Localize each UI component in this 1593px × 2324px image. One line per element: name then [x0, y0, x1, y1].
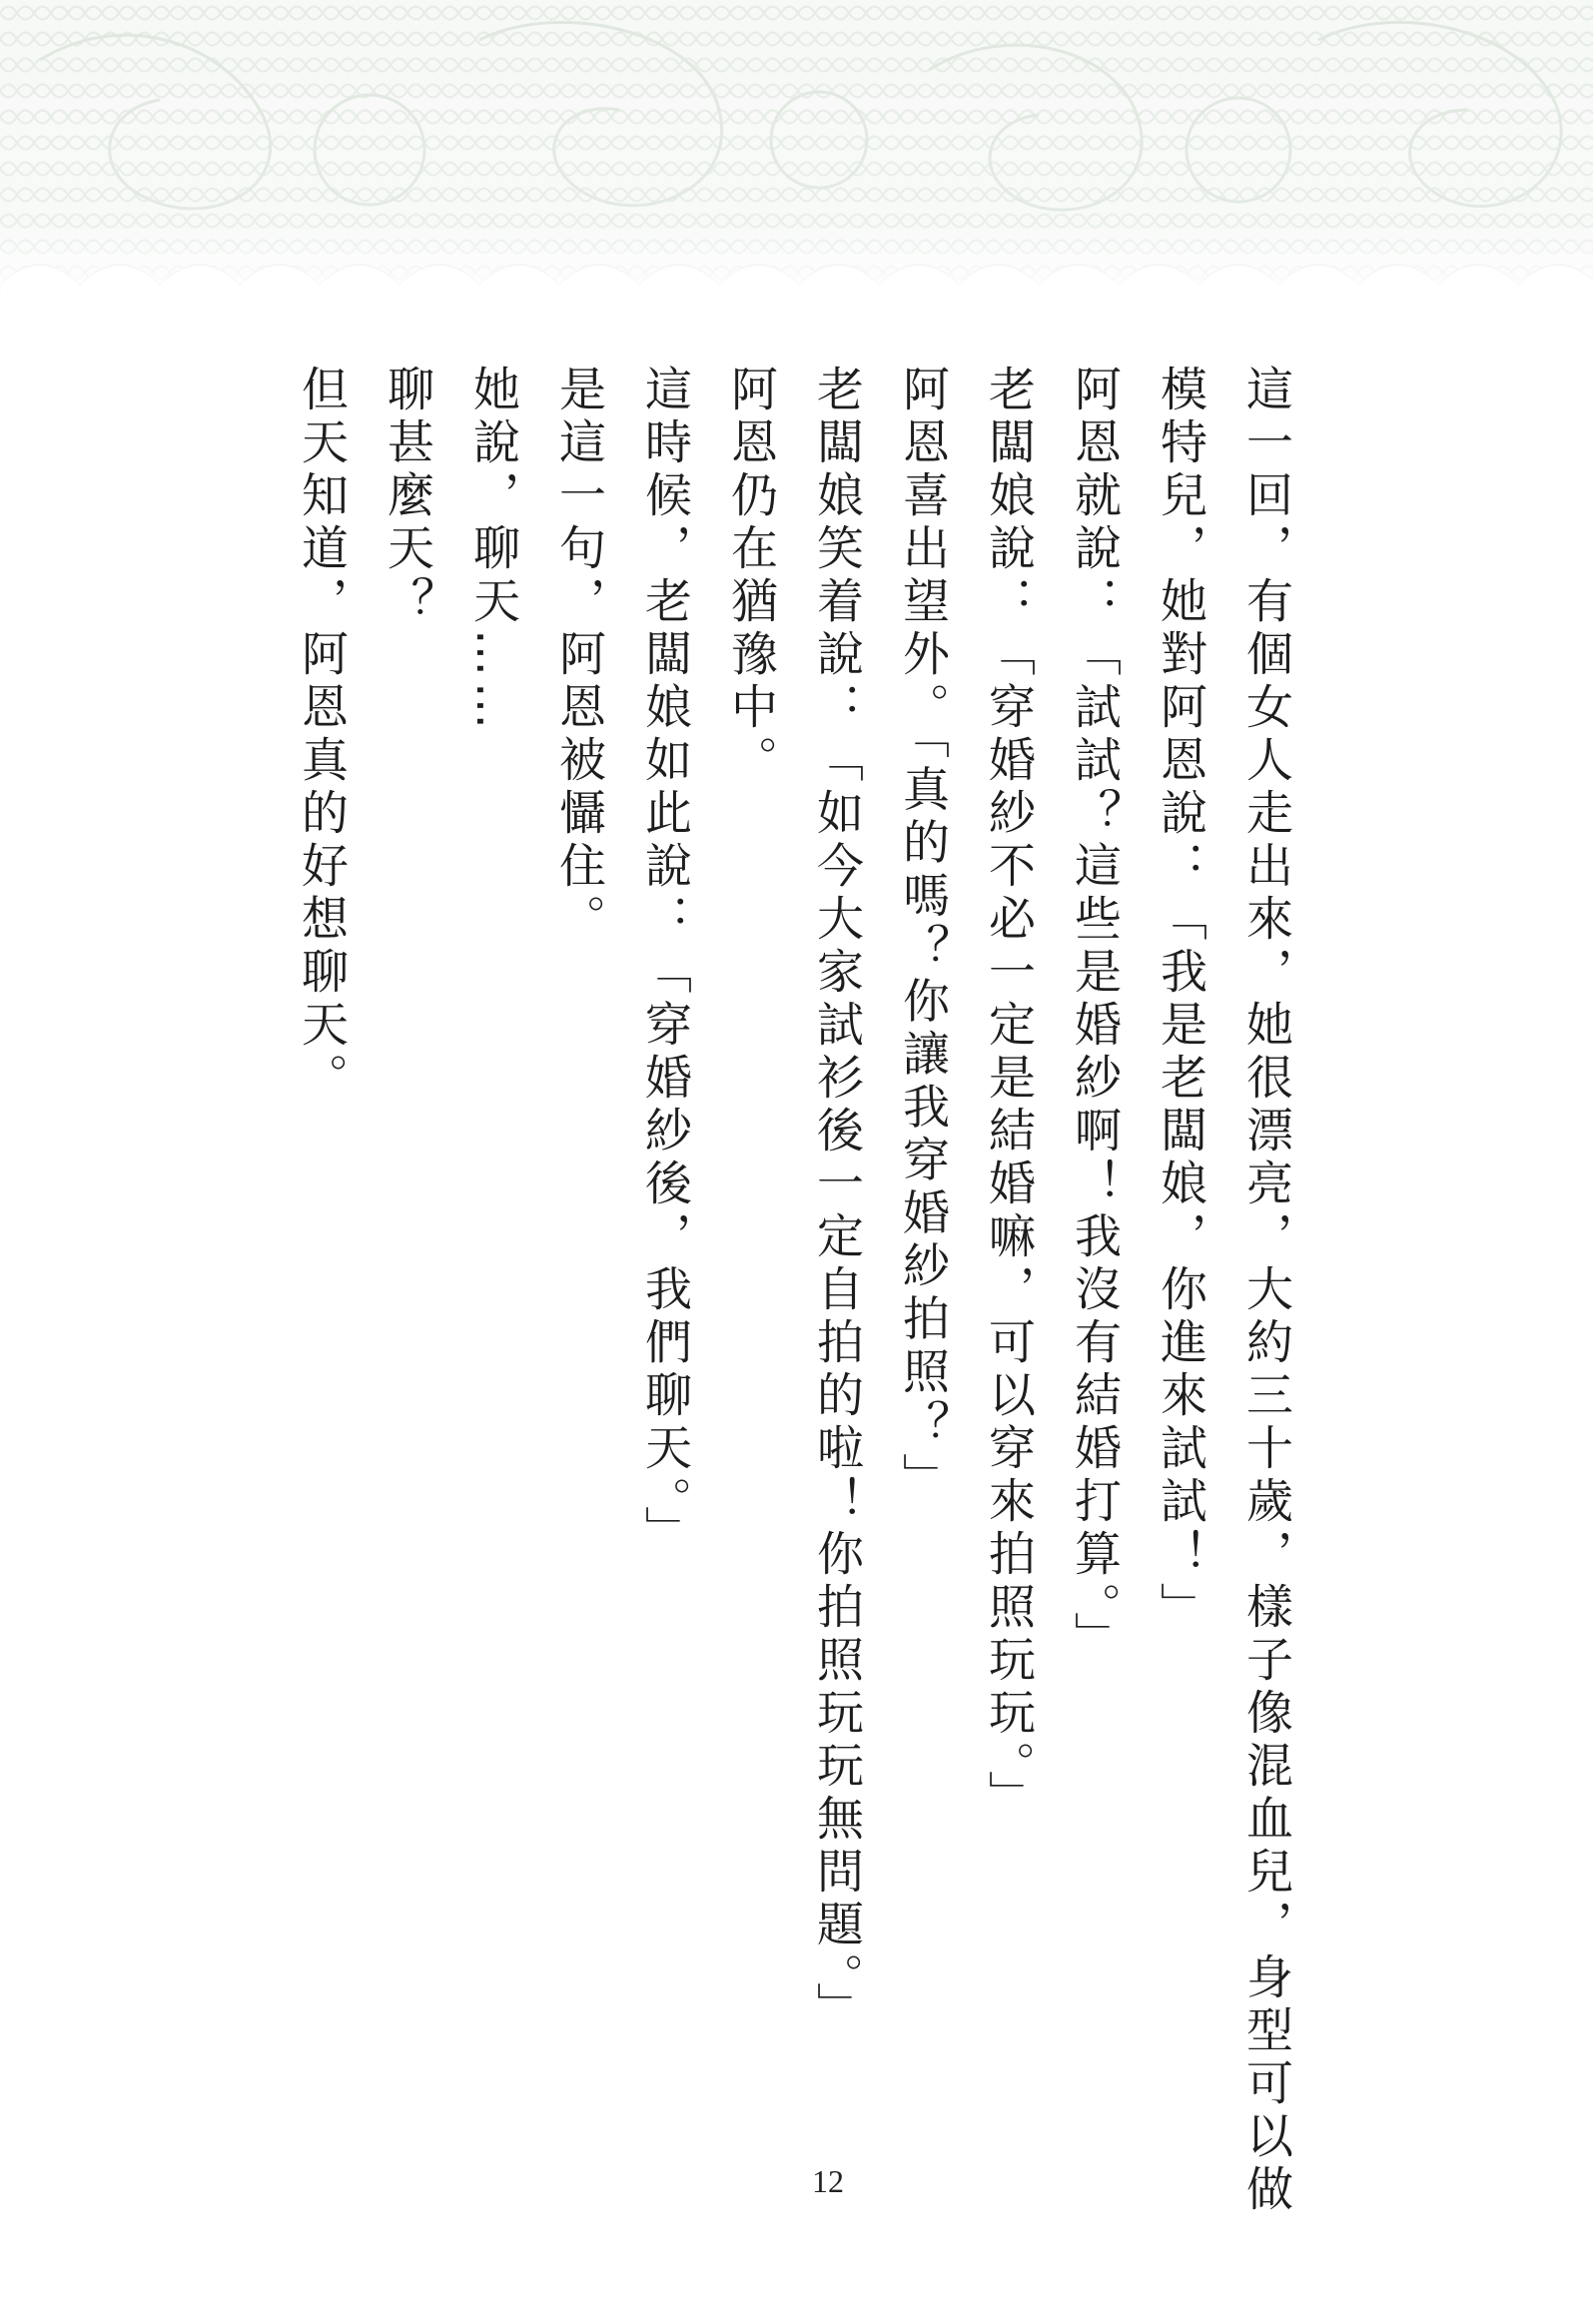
- page-number: 12: [812, 2163, 844, 2199]
- paragraph: 是這一句，阿恩被懾住。: [551, 365, 606, 947]
- vertical-body-text: [278, 365, 1308, 2222]
- paragraph: 阿恩就說：「試試？這些是婚紗啊！我沒有結婚打算。」: [1067, 365, 1122, 1665]
- lace-header-decoration: [0, 0, 1593, 300]
- paragraph: 但天知道，阿恩真的好想聊天。: [294, 365, 349, 1106]
- paragraph: 老闆娘笑着說：「如今大家試衫後一定自拍的啦！你拍照玩玩無問題。」: [809, 365, 864, 2035]
- paragraph: 她說，聊天……: [465, 365, 520, 735]
- paragraph: 這一回，有個女人走出來，她很漂亮，大約三十歲，樣子像混血兒，身型可以做模特兒，她對阿恩說：「我是老闆娘，你進來試試！」: [1153, 365, 1293, 2217]
- paragraph: 這時候，老闆娘如此說：「穿婚紗後，我們聊天。」: [637, 365, 692, 1559]
- paragraph: 阿恩喜出望外。「真的嗎？你讓我穿婚紗拍照？」: [895, 365, 950, 1506]
- paragraph: 阿恩仍在猶豫中。: [723, 365, 778, 788]
- paragraph: 聊甚麼天？: [380, 365, 434, 629]
- paragraph: 老闆娘說：「穿婚紗不必一定是結婚嘛，可以穿來拍照玩玩。」: [981, 365, 1036, 1824]
